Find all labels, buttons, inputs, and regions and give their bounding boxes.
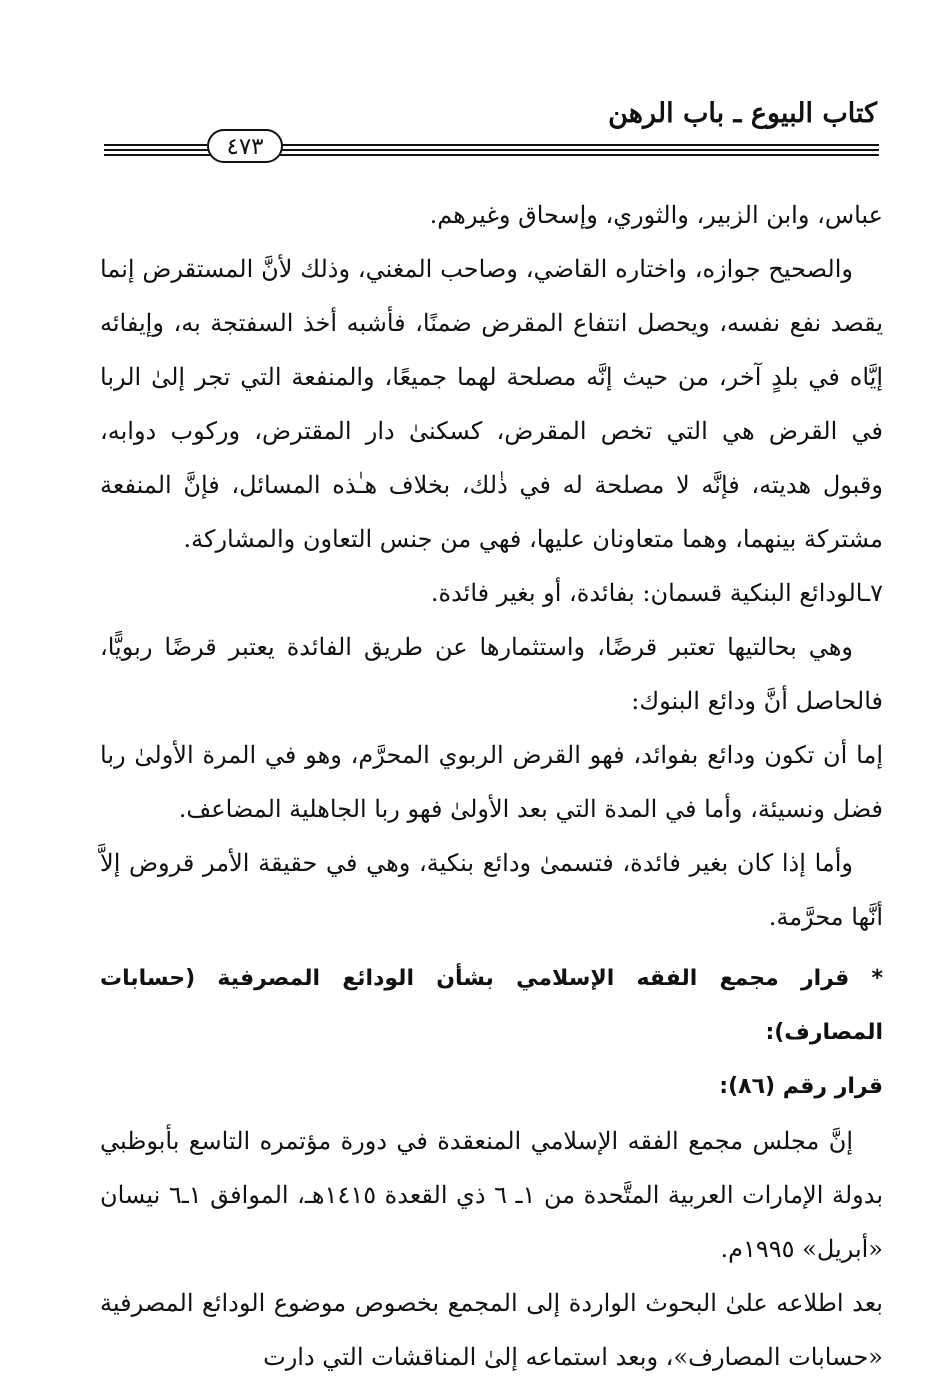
paragraph: إنَّ مجلس مجمع الفقه الإسلامي المنعقدة في دورة مؤتمره التاسع بأبوظبي بدولة الإمارات العربية المتَّحدة من ١ـ ٦ ذي القعدة ١٤١٥هـ، الموافق ١ـ٦ نيسان «أبريل» ١٩٩٥م.	[100, 1127, 883, 1263]
paragraph: إما أن تكون ودائع بفوائد، فهو القرض الربوي المحرَّم، وهو في المرة الأولىٰ ربا فضل ونسيئة، وأما في المدة التي بعد الأولىٰ فهو ربا الجاهلية المضاعف.	[100, 741, 883, 823]
paragraph: وأما إذا كان بغير فائدة، فتسمىٰ ودائع بنكية، وهي في حقيقة الأمر قروض إلاَّ أنَّها محرَّمة.	[100, 849, 883, 931]
paragraph: والصحيح جوازه، واختاره القاضي، وصاحب المغني، وذلك لأنَّ المستقرض إنما يقصد نفع نفسه، ويحصل انتفاع المقرض ضمنًا، فأشبه أخذ السفتجة به، وإيفائه إيَّاه في بلدٍ آخر، من حيث إنَّه مصلحة لهما جميعًا، والمنفعة التي تجر إلىٰ الربا في القرض هي التي تخص المقرض، كسكنىٰ دار المقترض، وركوب دوابه، وقبول هديته، فإنَّه لا مصلحة له في ذٰلك، بخلاف هـٰذه المسائل، فإنَّ المنفعة مشتركة بينهما، وهما متعاونان عليها، فهي من جنس التعاون والمشاركة.	[100, 255, 884, 553]
page-number: ٤٧٣	[207, 129, 283, 163]
paragraph: عباس، وابن الزبير، والثوري، وإسحاق وغيرهم.	[429, 201, 883, 229]
section-heading: * قرار مجمع الفقه الإسلامي بشأن الودائع المصرفية (حسابات المصارف):	[100, 966, 883, 1045]
paragraph: بعد اطلاعه علىٰ البحوث الواردة إلى المجمع بخصوص موضوع الودائع المصرفية «حسابات المصارف»، وبعد استماعه إلىٰ المناقشات التي دارت	[100, 1289, 883, 1371]
decision-number-heading: قرار رقم (٨٦):	[719, 1074, 883, 1099]
paragraph: وهي بحالتيها تعتبر قرضًا، واستثمارها عن طريق الفائدة يعتبر قرضًا ربويًّا، فالحاصل أنَّ ودائع البنوك:	[100, 633, 883, 715]
main-text	[100, 188, 883, 1384]
running-header-title: كتاب البيوع ـ باب الرهن	[608, 98, 877, 129]
numbered-paragraph: ٧ـالودائع البنكية قسمان: بفائدة، أو بغير فائدة.	[430, 579, 883, 607]
